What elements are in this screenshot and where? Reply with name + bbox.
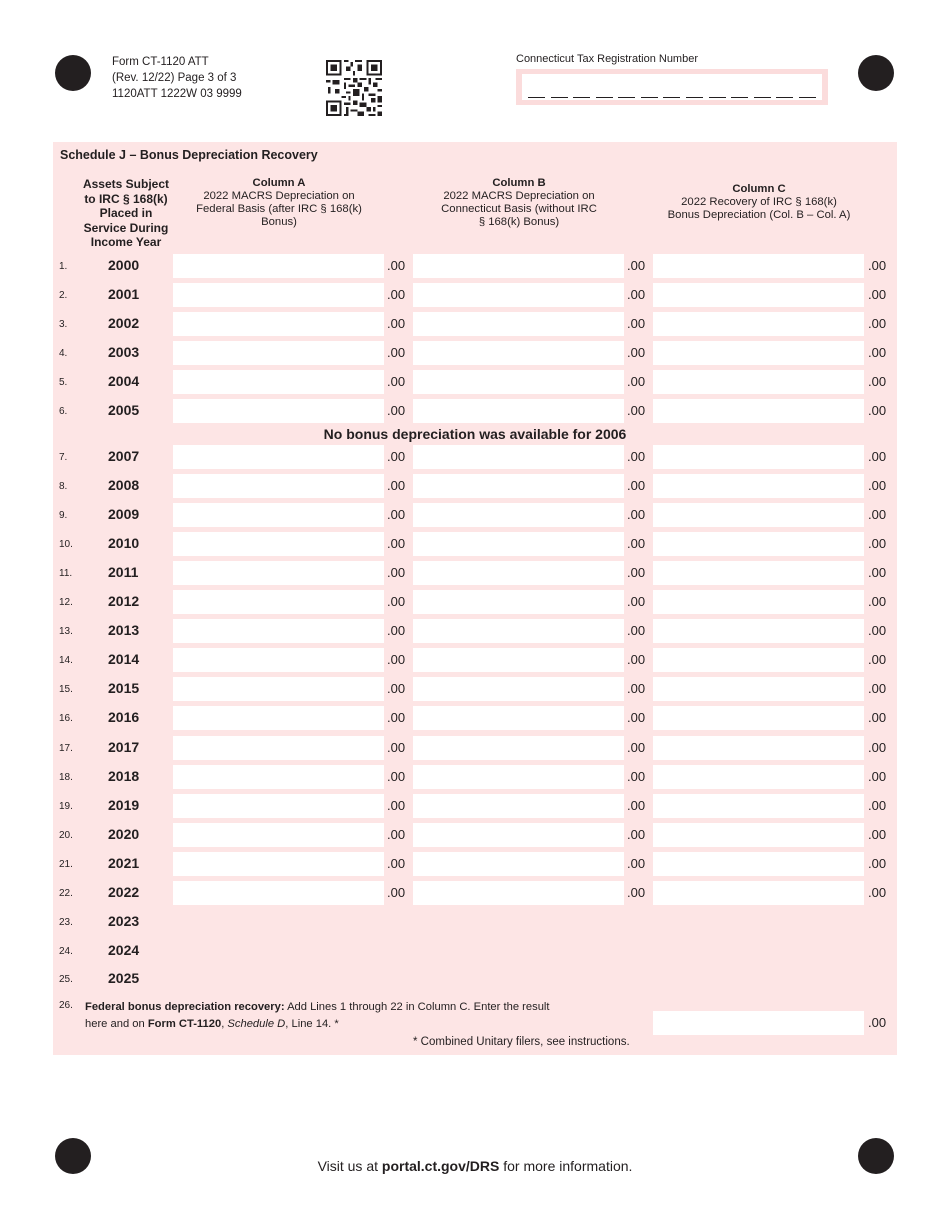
table-row xyxy=(53,765,897,789)
table-row xyxy=(53,939,897,963)
income-year: 2011 xyxy=(108,564,139,581)
col-c-amount-field[interactable] xyxy=(653,881,864,905)
col-c-amount-field[interactable] xyxy=(653,765,864,789)
col-a-cents: .00 xyxy=(387,594,406,610)
col-b-cents: .00 xyxy=(627,739,646,755)
assets-column-header: Assets Subject to IRC § 168(k) Placed in Service During Income Year xyxy=(82,177,170,249)
col-a-amount-field[interactable] xyxy=(173,706,384,730)
form-header xyxy=(112,54,242,102)
col-b-cents: .00 xyxy=(627,374,646,389)
table-row xyxy=(53,370,897,394)
col-a-amount-field[interactable] xyxy=(173,312,384,336)
col-a-cents: .00 xyxy=(387,403,406,418)
table-row xyxy=(53,706,897,730)
table-row xyxy=(53,823,897,847)
line-number: 7. xyxy=(59,452,68,463)
line-number: 2. xyxy=(59,290,68,301)
income-year: 2010 xyxy=(108,535,140,552)
col-b-amount-field[interactable] xyxy=(413,532,624,556)
table-row xyxy=(53,881,897,905)
col-c-amount-field[interactable] xyxy=(653,736,864,760)
col-c-amount-field[interactable] xyxy=(653,648,864,672)
col-b-cents: .00 xyxy=(627,855,646,871)
table-row xyxy=(53,561,897,585)
schedule-j-section xyxy=(53,142,897,1055)
table-row xyxy=(53,312,897,336)
income-year: 2000 xyxy=(108,257,140,273)
income-year: 2012 xyxy=(108,593,140,610)
col-b-amount-field[interactable] xyxy=(413,312,624,336)
col-b-amount-field[interactable] xyxy=(413,648,624,672)
column-c-header: Column C 2022 Recovery of IRC § 168(k) Bonus Depreciation (Col. B – Col. A) xyxy=(667,183,851,221)
col-a-cents: .00 xyxy=(387,855,406,871)
col-c-amount-field[interactable] xyxy=(653,532,864,556)
col-a-amount-field[interactable] xyxy=(173,370,384,394)
col-c-amount-field[interactable] xyxy=(653,590,864,614)
line-number: 14. xyxy=(59,655,73,667)
line-number: 24. xyxy=(59,945,73,957)
col-c-amount-field[interactable] xyxy=(653,370,864,394)
col-b-cents: .00 xyxy=(627,478,646,494)
col-b-amount-field[interactable] xyxy=(413,736,624,760)
col-c-cents: .00 xyxy=(868,594,887,610)
col-c-amount-field[interactable] xyxy=(653,561,864,585)
footnote: * Combined Unitary filers, see instructions. xyxy=(413,1036,630,1048)
col-a-cents: .00 xyxy=(387,797,406,813)
col-a-cents: .00 xyxy=(387,449,406,464)
col-b-cents: .00 xyxy=(627,768,646,784)
col-b-amount-field[interactable] xyxy=(413,881,624,905)
column-a-header: Column A 2022 MACRS Depreciation on Federal Basis (after IRC § 168(k) Bonus) xyxy=(196,177,362,228)
col-a-amount-field[interactable] xyxy=(173,341,384,365)
col-c-cents: .00 xyxy=(868,826,887,842)
col-b-amount-field[interactable] xyxy=(413,474,624,498)
col-a-cents: .00 xyxy=(387,884,406,900)
col-c-amount-field[interactable] xyxy=(653,283,864,307)
col-b-amount-field[interactable] xyxy=(413,445,624,469)
col-c-cents: .00 xyxy=(868,316,887,331)
income-year: 2008 xyxy=(108,477,140,494)
income-year: 2015 xyxy=(108,680,140,697)
col-b-amount-field[interactable] xyxy=(413,677,624,701)
col-b-amount-field[interactable] xyxy=(413,254,624,278)
col-b-amount-field[interactable] xyxy=(413,706,624,730)
income-year: 2020 xyxy=(108,825,140,842)
col-b-amount-field[interactable] xyxy=(413,590,624,614)
col-a-amount-field[interactable] xyxy=(173,736,384,760)
col-b-cents: .00 xyxy=(627,345,646,360)
col-a-amount-field[interactable] xyxy=(173,503,384,527)
income-year: 2002 xyxy=(108,315,140,331)
line-number: 4. xyxy=(59,348,68,359)
income-year: 2019 xyxy=(108,796,140,813)
line-number: 11. xyxy=(59,568,73,580)
col-a-cents: .00 xyxy=(387,652,406,668)
line-number: 10. xyxy=(59,539,73,551)
registration-mark-top-left xyxy=(55,55,91,91)
line-number: 16. xyxy=(59,713,73,725)
col-c-amount-field[interactable] xyxy=(653,503,864,527)
col-c-cents: .00 xyxy=(868,710,887,726)
col-a-cents: .00 xyxy=(387,623,406,639)
income-year: 2001 xyxy=(108,286,140,302)
col-b-cents: .00 xyxy=(627,507,646,523)
col-c-cents: .00 xyxy=(868,855,887,871)
income-year: 2018 xyxy=(108,767,140,784)
income-year: 2005 xyxy=(108,402,140,418)
col-c-cents: .00 xyxy=(868,345,887,360)
col-a-cents: .00 xyxy=(387,536,406,552)
col-c-cents: .00 xyxy=(868,403,887,418)
col-a-cents: .00 xyxy=(387,478,406,494)
col-c-amount-field[interactable] xyxy=(653,445,864,469)
col-b-amount-field[interactable] xyxy=(413,794,624,818)
col-c-amount-field[interactable] xyxy=(653,794,864,818)
col-c-cents: .00 xyxy=(868,507,887,523)
col-a-cents: .00 xyxy=(387,565,406,581)
col-b-amount-field[interactable] xyxy=(413,852,624,876)
income-year: 2003 xyxy=(108,344,140,360)
table-row xyxy=(53,532,897,556)
col-b-cents: .00 xyxy=(627,652,646,668)
col-c-cents: .00 xyxy=(868,258,887,273)
col-c-cents: .00 xyxy=(868,652,887,668)
registration-mark-top-right xyxy=(858,55,894,91)
table-row xyxy=(53,254,897,278)
table-row xyxy=(53,341,897,365)
income-year: 2004 xyxy=(108,373,140,389)
table-row xyxy=(53,852,897,876)
income-year: 2021 xyxy=(108,854,140,871)
table-row xyxy=(53,619,897,643)
col-a-cents: .00 xyxy=(387,710,406,726)
line-number: 19. xyxy=(59,800,73,812)
col-b-amount-field[interactable] xyxy=(413,399,624,423)
line-26-description: Federal bonus depreciation recovery: Add Lines 1 through 22 in Column C. Enter the result here and on Form CT-1120, Schedule D, Line 14. * xyxy=(85,1001,550,1030)
col-a-cents: .00 xyxy=(387,826,406,842)
col-c-amount-field[interactable] xyxy=(653,254,864,278)
line-number: 17. xyxy=(59,742,73,754)
col-c-amount-field[interactable] xyxy=(653,312,864,336)
line-26-cents: .00 xyxy=(868,1015,887,1030)
col-c-cents: .00 xyxy=(868,565,887,581)
col-c-cents: .00 xyxy=(868,884,887,900)
registration-number-digit-slots xyxy=(528,97,816,98)
col-c-amount-field[interactable] xyxy=(653,677,864,701)
line-number: 25. xyxy=(59,973,73,985)
form-id: Form CT-1120 ATT xyxy=(112,56,209,68)
col-c-amount-field[interactable] xyxy=(653,823,864,847)
col-a-cents: .00 xyxy=(387,739,406,755)
col-c-cents: .00 xyxy=(868,449,887,464)
col-b-cents: .00 xyxy=(627,403,646,418)
line-number: 6. xyxy=(59,406,68,417)
col-a-amount-field[interactable] xyxy=(173,677,384,701)
col-c-cents: .00 xyxy=(868,287,887,302)
line-number: 5. xyxy=(59,377,68,388)
col-a-cents: .00 xyxy=(387,768,406,784)
form-revision: (Rev. 12/22) Page 3 of 3 xyxy=(112,72,237,84)
form-code: 1120ATT 1222W 03 9999 xyxy=(112,88,242,100)
col-c-cents: .00 xyxy=(868,623,887,639)
col-a-amount-field[interactable] xyxy=(173,254,384,278)
line-number: 18. xyxy=(59,771,73,783)
income-year: 2016 xyxy=(108,709,140,726)
income-year: 2014 xyxy=(108,651,140,668)
col-a-amount-field[interactable] xyxy=(173,619,384,643)
table-row xyxy=(53,283,897,307)
line-number: 3. xyxy=(59,319,68,330)
col-c-cents: .00 xyxy=(868,374,887,389)
table-row xyxy=(53,794,897,818)
col-b-cents: .00 xyxy=(627,826,646,842)
line-26-amount-field[interactable] xyxy=(653,1011,864,1035)
qr-code-icon xyxy=(326,60,382,116)
col-b-cents: .00 xyxy=(627,449,646,464)
line-number: 12. xyxy=(59,597,73,609)
col-c-amount-field[interactable] xyxy=(653,399,864,423)
col-a-amount-field[interactable] xyxy=(173,474,384,498)
col-b-cents: .00 xyxy=(627,536,646,552)
col-a-amount-field[interactable] xyxy=(173,881,384,905)
column-b-header: Column B 2022 MACRS Depreciation on Connecticut Basis (without IRC § 168(k) Bonus) xyxy=(441,177,597,228)
col-b-amount-field[interactable] xyxy=(413,619,624,643)
col-b-amount-field[interactable] xyxy=(413,341,624,365)
col-b-cents: .00 xyxy=(627,797,646,813)
table-row xyxy=(53,399,897,423)
col-b-amount-field[interactable] xyxy=(413,370,624,394)
col-c-cents: .00 xyxy=(868,768,887,784)
line-number: 22. xyxy=(59,887,73,899)
col-b-cents: .00 xyxy=(627,594,646,610)
col-c-amount-field[interactable] xyxy=(653,619,864,643)
table-row xyxy=(53,677,897,701)
col-a-cents: .00 xyxy=(387,345,406,360)
col-a-cents: .00 xyxy=(387,287,406,302)
col-a-cents: .00 xyxy=(387,374,406,389)
col-c-amount-field[interactable] xyxy=(653,474,864,498)
line-number: 15. xyxy=(59,684,73,696)
col-a-cents: .00 xyxy=(387,316,406,331)
line-number: 23. xyxy=(59,916,73,928)
col-c-cents: .00 xyxy=(868,536,887,552)
table-row xyxy=(53,736,897,760)
income-year: 2017 xyxy=(108,738,140,755)
income-year: 2007 xyxy=(108,448,140,464)
income-year: 2009 xyxy=(108,506,140,523)
col-a-amount-field[interactable] xyxy=(173,823,384,847)
col-c-cents: .00 xyxy=(868,681,887,697)
no-bonus-2006-note: No bonus depreciation was available for 2006 xyxy=(323,426,627,442)
table-row xyxy=(53,503,897,527)
table-row xyxy=(53,590,897,614)
col-b-amount-field[interactable] xyxy=(413,283,624,307)
table-row xyxy=(53,474,897,498)
col-b-cents: .00 xyxy=(627,316,646,331)
col-c-cents: .00 xyxy=(868,797,887,813)
col-a-amount-field[interactable] xyxy=(173,532,384,556)
col-c-amount-field[interactable] xyxy=(653,341,864,365)
income-year: 2025 xyxy=(108,969,140,986)
col-a-amount-field[interactable] xyxy=(173,765,384,789)
col-b-amount-field[interactable] xyxy=(413,765,624,789)
drs-portal-link[interactable]: portal.ct.gov/DRS xyxy=(381,1158,500,1174)
line-number: 26. xyxy=(59,1000,73,1011)
col-b-cents: .00 xyxy=(627,884,646,900)
col-b-cents: .00 xyxy=(627,287,646,302)
line-number: 13. xyxy=(59,626,73,638)
col-b-amount-field[interactable] xyxy=(413,561,624,585)
income-year: 2022 xyxy=(108,883,140,900)
col-b-cents: .00 xyxy=(627,565,646,581)
col-a-cents: .00 xyxy=(387,681,406,697)
col-b-amount-field[interactable] xyxy=(413,503,624,527)
col-a-amount-field[interactable] xyxy=(173,590,384,614)
line-number: 20. xyxy=(59,829,73,841)
col-c-amount-field[interactable] xyxy=(653,706,864,730)
col-a-amount-field[interactable] xyxy=(173,852,384,876)
col-b-cents: .00 xyxy=(627,258,646,273)
income-year: 2023 xyxy=(108,912,140,929)
col-b-amount-field[interactable] xyxy=(413,823,624,847)
col-a-cents: .00 xyxy=(387,507,406,523)
registration-number-field[interactable] xyxy=(516,69,828,105)
table-row xyxy=(53,648,897,672)
table-row xyxy=(53,445,897,469)
schedule-title: Schedule J – Bonus Depreciation Recovery xyxy=(60,148,318,162)
line-number: 1. xyxy=(59,261,68,272)
col-a-amount-field[interactable] xyxy=(173,445,384,469)
col-b-cents: .00 xyxy=(627,710,646,726)
col-a-amount-field[interactable] xyxy=(173,399,384,423)
footer-text: Visit us at portal.ct.gov/DRS for more information. xyxy=(317,1158,633,1174)
col-b-cents: .00 xyxy=(627,681,646,697)
col-a-cents: .00 xyxy=(387,258,406,273)
income-year: 2013 xyxy=(108,622,140,639)
col-a-amount-field[interactable] xyxy=(173,283,384,307)
table-row xyxy=(53,910,897,934)
col-c-cents: .00 xyxy=(868,478,887,494)
col-a-amount-field[interactable] xyxy=(173,794,384,818)
table-row xyxy=(53,967,897,991)
line-number: 8. xyxy=(59,481,68,493)
col-c-cents: .00 xyxy=(868,739,887,755)
col-a-amount-field[interactable] xyxy=(173,648,384,672)
col-c-amount-field[interactable] xyxy=(653,852,864,876)
col-a-amount-field[interactable] xyxy=(173,561,384,585)
line-number: 9. xyxy=(59,510,68,522)
col-b-cents: .00 xyxy=(627,623,646,639)
line-number: 21. xyxy=(59,858,73,870)
registration-number-label: Connecticut Tax Registration Number xyxy=(516,53,698,65)
income-year: 2024 xyxy=(108,941,140,958)
